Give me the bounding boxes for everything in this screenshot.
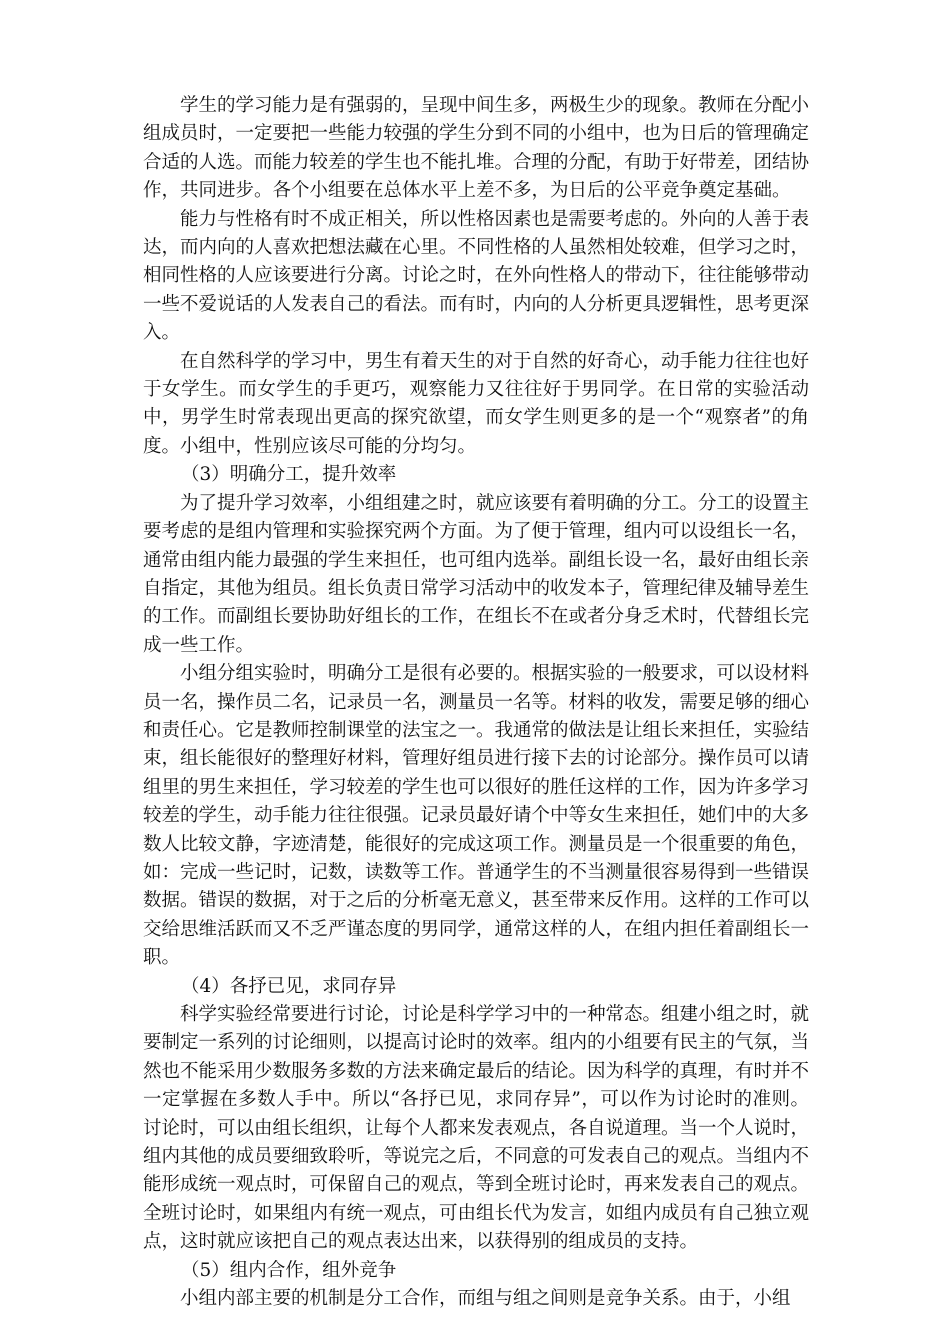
section-heading-3: （3）明确分工，提升效率: [181, 464, 397, 486]
paragraph-discussion: 科学实验经常要进行讨论，讨论是科学学习中的一种常态。组建小组之时，就要制定一系列的讨论细则，以提高讨论时的效率。组内的小组要有民主的气氛，当然也不能采用少数服务多数的方法来确定最后的结论。因为科学的真理，有时并不一定掌握在多数人手中。所以“各抒已见，求同存异”，可以作为讨论时的准则。讨论时，可以由组长组织，让每个人都来发表观点，各自说道理。当一个人说时，组内其他的成员要细致聆听，等说完之后，不同意的可发表自己的观点。当组内不能形成统一观点时，可保留自己的观点，等到全班讨论时，再来发表自己的观点。全班讨论时，如果组内有统一观点，可由组长代为发言，如组内成员有自己独立观点，这时就应该把自己的观点表达出来，以获得别的组成员的支持。: [143, 1004, 810, 1253]
paragraph-gender: 在自然科学的学习中，男生有着天生的对于自然的好奇心，动手能力往往也好于女学生。而女学生的手更巧，观察能力又往往好于男同学。在日常的实验活动中，男学生时常表现出更高的探究欲望，而女学生则更多的是一个“观察者”的角度。小组中，性别应该尽可能的分均匀。: [143, 350, 810, 457]
document-body: [143, 92, 809, 1313]
paragraph-division-of-labor: 为了提升学习效率，小组组建之时，就应该要有着明确的分工。分工的设置主要考虑的是组内管理和实验探究两个方面。为了便于管理，组内可以设组长一名，通常由组内能力最强的学生来担任，也可组内选举。副组长设一名，最好由组长亲自指定，其他为组员。组长负责日常学习活动中的收发本子，管理纪律及辅导差生的工作。而副组长要协助好组长的工作，在组长不在或者分身乏术时，代替组长完成一些工作。: [143, 492, 810, 656]
paragraph-ability: 学生的学习能力是有强弱的，呈现中间生多，两极生少的现象。教师在分配小组成员时，一定要把一些能力较强的学生分到不同的小组中，也为日后的管理确定合适的人选。而能力较差的学生也不能扎堆。合理的分配，有助于好带差，团结协作，共同进步。各个小组要在总体水平上差不多，为日后的公平竞争奠定基础。: [143, 95, 810, 202]
section-heading-4: （4）各抒已见，求同存异: [181, 975, 397, 997]
paragraph-group-experiment-roles: 小组分组实验时，明确分工是很有必要的。根据实验的一般要求，可以设材料员一名，操作员二名，记录员一名，测量员一名等。材料的收发，需要足够的细心和责任心。它是教师控制课堂的法宝之一。我通常的做法是让组长来担任，实验结束，组长能很好的整理好材料，管理好组员进行接下去的讨论部分。操作员可以请组里的男生来担任，学习较差的学生也可以很好的胜任这样的工作，因为许多学习较差的学生，动手能力往往很强。记录员最好请个中等女生来担任，她们中的大多数人比较文静，字迹清楚，能很好的完成这项工作。测量员是一个很重要的角色，如：完成一些记时，记数，读数等工作。普通学生的不当测量很容易得到一些错误数据。错误的数据，对于之后的分析毫无意义，甚至带来反作用。这样的工作可以交给思维活跃而又不乏严谨态度的男同学，通常这样的人，在组内担任着副组长一职。: [143, 663, 810, 969]
paragraph-cooperation-competition: 小组内部主要的机制是分工合作，而组与组之间则是竞争关系。由于，小组: [180, 1288, 791, 1310]
section-heading-5: （5）组内合作，组外竞争: [181, 1259, 397, 1281]
paragraph-personality: 能力与性格有时不成正相关，所以性格因素也是需要考虑的。外向的人善于表达，而内向的人喜欢把想法藏在心里。不同性格的人虽然相处较难，但学习之时，相同性格的人应该要进行分离。讨论之时，在外向性格人的带动下，往往能够带动一些不爱说话的人发表自己的看法。而有时，内向的人分析更具逻辑性，思考更深入。: [143, 208, 810, 344]
